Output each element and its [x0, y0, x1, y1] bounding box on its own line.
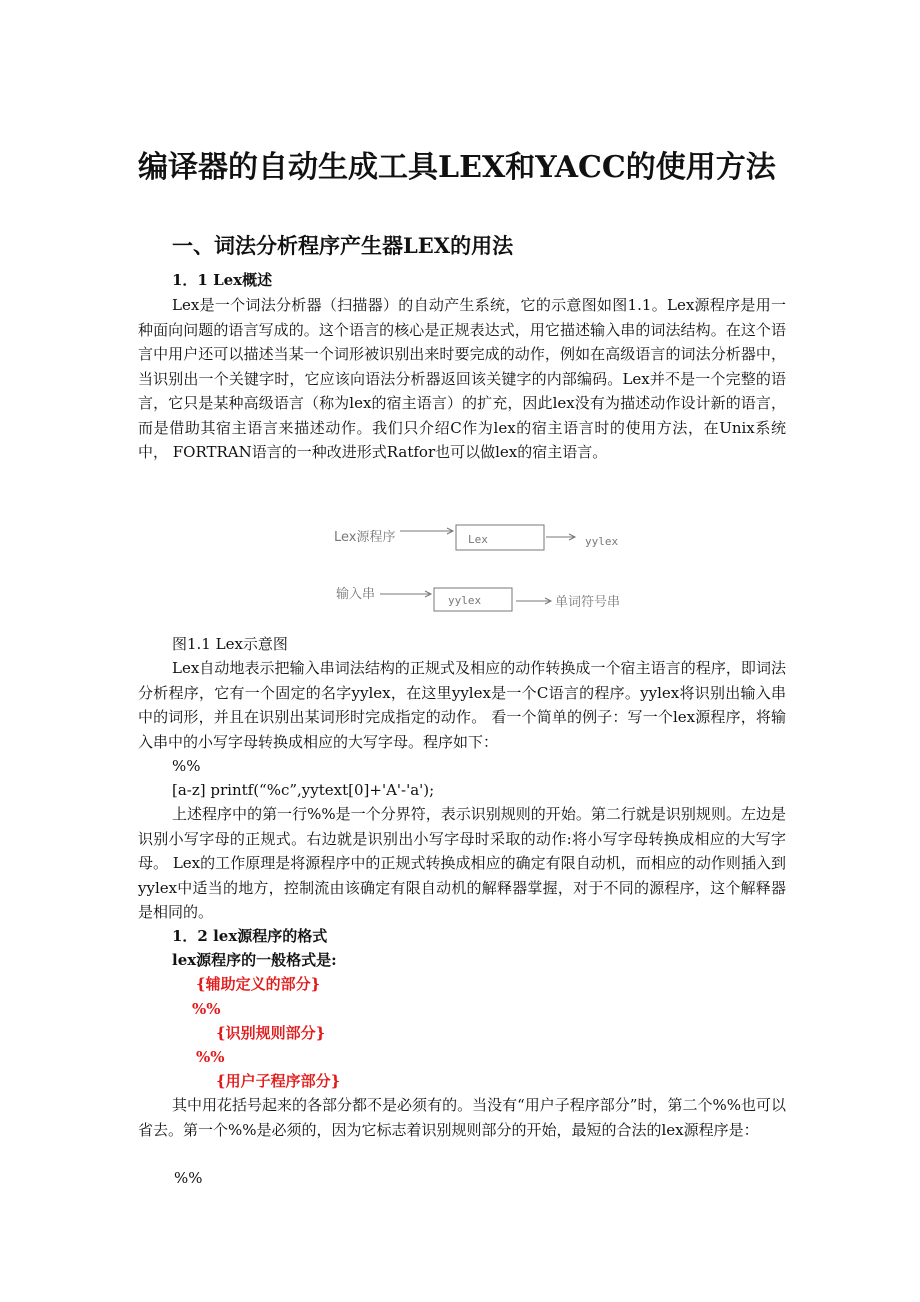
shortest-program-line: %% — [174, 1169, 203, 1187]
section-heading-lex: 一、词法分析程序产生器LEX的用法 — [172, 233, 514, 258]
paragraph-lex-principle: 上述程序中的第一行%%是一个分界符，表示识别规则的开始。第二行就是识别规则。左边是识别小写字母的正规式。右边就是识别出小写字母时采取的动作:将小写字母转换成相应的大写字母。 Lex的工作原理是将源程序中的正规式转换成相应的确定有限自动机，而相应的动作则插入到yylex中适当的地方，控制流由该确定有限自动机的解释器掌握，对于不同的源程序，这个解释器是相同的。 — [138, 805, 786, 921]
diagram-input-label: 输入串 — [336, 587, 376, 602]
lex-diagram — [326, 512, 636, 618]
format-separator-1: %% — [192, 1000, 221, 1018]
format-aux-definitions: {辅助定义的部分} — [196, 975, 321, 993]
diagram-yylex-output-label: 单词符号串 — [555, 595, 621, 610]
figure-caption: 图1.1 Lex示意图 — [172, 635, 288, 653]
paragraph-format-notes: 其中用花括号起来的各部分都不是必须有的。当没有“用户子程序部分”时，第二个%%也可以省去。第一个%%是必须的，因为它标志着识别规则部分的开始，最短的合法的lex源程序是： — [138, 1096, 786, 1139]
diagram-source-label: Lex源程序 — [334, 530, 396, 545]
diagram-lex-output-label: yylex — [585, 535, 619, 548]
format-intro: lex源程序的一般格式是: — [172, 951, 337, 969]
format-user-subroutines: {用户子程序部分} — [216, 1072, 341, 1090]
paragraph-lex-overview: Lex是一个词法分析器（扫描器）的自动产生系统，它的示意图如图1.1。Lex源程序是用一种面向问题的语言写成的。这个语言的核心是正规表达式，用它描述输入串的词法结构。在这个语言中用户还可以描述当某一个词形被识别出来时要完成的动作，例如在高级语言的词法分析器中，当识别出一个关键字时，它应该向语法分析器返回该关键字的内部编码。Lex并不是一个完整的语言，它只是某种高级语言（称为lex的宿主语言）的扩充，因此lex没有为描述动作设计新的语言，而是借助其宿主语言来描述动作。我们只介绍C作为lex的宿主语言时的使用方法，在Unix系统中， FORTRAN语言的一种改进形式Ratfor也可以做lex的宿主语言。 — [138, 296, 786, 461]
paragraph-lex-function: Lex自动地表示把输入串词法结构的正规式及相应的动作转换成一个宿主语言的程序，即词法分析程序，它有一个固定的名字yylex，在这里yylex是一个C语言的程序。yylex将识别出输入串中的词形，并且在识别出某词形时完成指定的动作。 看一个简单的例子：写一个lex源程序，将输入串中的小写字母转换成相应的大写字母。程序如下： — [138, 659, 786, 751]
code-line-rule: [a-z] printf(“%c”,yytext[0]+'A'-'a'); — [172, 781, 435, 799]
subsection-1-2-heading: 1．2 lex源程序的格式 — [172, 927, 328, 945]
code-line-separator: %% — [172, 757, 201, 775]
format-separator-2: %% — [196, 1048, 225, 1066]
subsection-1-1-heading: 1．1 Lex概述 — [172, 271, 273, 289]
format-rules: {识别规则部分} — [216, 1024, 326, 1042]
diagram-yylex-box-label: yylex — [448, 594, 482, 607]
diagram-lex-box-label: Lex — [468, 533, 488, 546]
document-title: 编译器的自动生成工具LEX和YACC的使用方法 — [138, 150, 776, 185]
